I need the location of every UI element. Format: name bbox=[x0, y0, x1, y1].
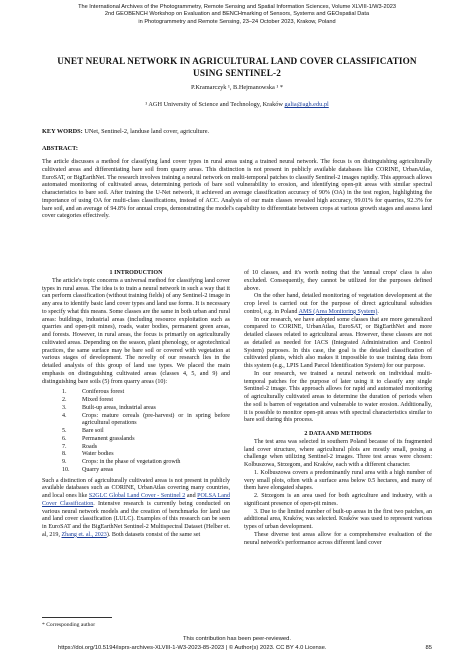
class-item: 4. Crops: mature cereals (pre-harvest) or in spring before agricultural operations bbox=[62, 412, 230, 427]
right-column bbox=[244, 270, 432, 547]
authors: P.Kramarczyk ¹, B.Hejmanowska ¹ * bbox=[190, 84, 284, 91]
header-line-1: The International Archives of the Photogrammetry, Remote Sensing and Spatial Information Sciences, Volume XLVIII-1/W3-2023 bbox=[78, 4, 396, 10]
abstract-text: The article discusses a method for classifying land cover types in rural areas using a trained neural network. The focus is on distinguishing agriculturally cultivated areas and differentiating bare soil from quarry areas. This distinction is not present in publicly available databases like CORINE, UrbanAtlas, EuroSAT, or BigEarthNet. The research involves training a neural network on multi-temporal patches to classify Sentinel-2 images rapidly. This approach allows automated monitoring of cultivated areas, determining periods of bare soil vulnerability to erosion, and identifying open-pit areas with similar spectral characteristics to bare soil. After training the U-Net network, it achieved an average classification accuracy of 90% (OA) in the test region, highlighting the importance of using OA for multi-class classifications, instead of ACC. Analysis of our main classes revealed high accuracy, 99.01% for quarries, 92.3% for bare soil, and an average of 94.8% for annual crops, demonstrating the model's capability to differentiate between crops at various growth stages and assess land cover categories effectively. bbox=[42, 159, 432, 220]
class-item: 1. Coniferous forest bbox=[62, 389, 125, 396]
keywords-label: KEY WORDS: bbox=[42, 128, 83, 135]
right-paragraph-1: of 10 classes, and it's worth noting that the 'annual crops' class is also excluded. Consequently, they cannot be utilized for the purposes defined above. bbox=[244, 270, 432, 292]
left-column bbox=[42, 270, 230, 540]
test-area-item: 2. Strzegom is an area used for both agriculture and industry, with a significant presence of open-pit mines. bbox=[244, 493, 432, 507]
data-paragraph-2: These diverse test areas allow for a comprehensive evaluation of the neural network's performance across different land cover bbox=[244, 531, 432, 546]
keywords bbox=[42, 128, 432, 135]
class-item: 2. Mixed forest bbox=[62, 397, 114, 403]
footnote-rule bbox=[42, 617, 112, 618]
test-area-list bbox=[244, 470, 432, 532]
data-paragraph-1: The test area was selected in southern Poland because of its fragmented land cover structure, where agricultural plots are mostly small, posing a challenge when utilizing Sentinel-2 images. Three test areas were chosen: Kolbuszowa, Strzegom, and Kraków, each with a different character. bbox=[244, 438, 432, 468]
abstract-heading: ABSTRACT: bbox=[42, 145, 78, 152]
class-list bbox=[42, 389, 230, 474]
section-2-title: 2 DATA AND METHODS bbox=[304, 431, 372, 437]
class-item: 10. Quarry areas bbox=[62, 466, 114, 473]
footnote: * Corresponding author bbox=[42, 622, 96, 628]
page-number: 85 bbox=[425, 645, 432, 651]
class-item: 7. Roads bbox=[62, 443, 98, 450]
zhang-citation-link[interactable]: Zhang et. al., 2023 bbox=[61, 531, 107, 538]
s2glc-link[interactable]: S2GLC Global Land Cover - Sentinel 2 bbox=[88, 493, 186, 499]
class-item: 8. Water bodies bbox=[62, 451, 114, 458]
ams-link[interactable]: AMS (Area Monitoring System) bbox=[298, 308, 378, 315]
test-area-item: 1. Kolbuszowa covers a predominantly rural area with a high number of very small plots, often with a surface area below 0.5 hectares, and many of them have elongated shapes. bbox=[244, 469, 432, 492]
class-item: 6. Permanent grasslands bbox=[62, 435, 135, 442]
keywords-text: UNet, Sentinel-2, landuse land cover, agriculture. bbox=[82, 128, 210, 135]
section-1-title: 1 INTRODUCTION bbox=[109, 270, 163, 276]
class-item: 3. Built-up areas, industrial areas bbox=[62, 404, 156, 411]
affiliation-text: ¹ AGH University of Science and Technology, Kraków bbox=[145, 101, 285, 108]
polsa-link[interactable]: POLSA Land Cover Classification bbox=[42, 493, 230, 507]
paper-title bbox=[40, 56, 434, 79]
right-paragraph-2: On the other hand, detailed monitoring of vegetation development at the crop level is carried out for the purpose of direct agricultural subsidies control, e.g. in Poland AMS (Area Monitoring System). bbox=[244, 293, 432, 315]
footer-peer-review: This contribution has been peer-reviewed. bbox=[183, 636, 291, 642]
title-line-2: USING SENTINEL-2 bbox=[193, 67, 281, 78]
right-paragraph-3: In our research, we have adopted some classes that are more generalized compared to CORINE, UrbanAtlas, EuroSAT, or BigEarthNet and more detailed classes related to agricultural areas. However, these classes are not as detailed as needed for IACS (Integrated Administration and Control System) purposes. In this case, the goal is the detailed classification of cultivated plants, which also makes it impossible to use training data from this system (e.g., LPIS Land Parcel Identification System) for our purpose. bbox=[244, 316, 432, 369]
running-header bbox=[30, 4, 444, 26]
class-item: 5. Bare soil bbox=[62, 428, 104, 434]
test-area-item: 3. Due to the limited number of built-up areas in the first two patches, an additional area, Kraków, was selected. Kraków was used to represent various types of urban development. bbox=[244, 508, 432, 530]
email-link[interactable]: galia@agh.edu.pl bbox=[284, 101, 329, 108]
right-paragraph-4: In our research, we trained a neural network on individual multi-temporal patches for the purpose of later using it to classify any single Sentinel-2 image. This approach allows for rapid and automated monitoring of agriculturally cultivated areas to determine the duration of periods when the soil is barren of vegetation and vulnerable to water erosion. Additionally, it is possible to monitor open-pit areas with spectral characteristics similar to bare soil during this process. bbox=[244, 370, 432, 424]
title-line-1: UNET NEURAL NETWORK IN AGRICULTURAL LAND COVER CLASSIFICATION bbox=[57, 56, 417, 66]
header-line-3: in Photogrammetry and Remote Sensing, 23–24 October 2023, Krakow, Poland bbox=[138, 18, 336, 25]
footer-doi[interactable]: https://doi.org/10.5194/isprs-archives-XLVIII-1-W3-2023-85-2023 | © Author(s) 2023. CC BY 4.0 License. bbox=[58, 645, 327, 651]
class-item: 9. Crops: in the phase of vegetation growth bbox=[62, 459, 181, 465]
affiliation bbox=[0, 101, 474, 108]
header-line-2: 2nd GEOBENCH Workshop on Evaluation and BENCHmarking of Sensors, Systems and GEOspatial Data bbox=[104, 11, 370, 18]
intro-paragraph-1: The article's topic concerns a universal method for classifying land cover types in rural areas. The idea is to train a neural network in such a way that it can perform classification (without training fields) of any Sentinel-2 image in any area to identify basic land cover types and land use forms. It is necessary to specify what this means. Some classes are the same in both urban and rural areas: buildings, industrial areas (including resource exploitation such as quarries and open-pit mines), roads, water bodies, permanent green areas, and forests. However, in rural areas, the focus is primarily on agriculturally cultivated areas. Depending on the season, plant phenology, or agrotechnical practices, the same surface may be bare soil or covered with vegetation at various stages of development. The novelty of our research lies in the detailed analysis of this group of land use types. We placed the main emphasis on distinguishing cultivated areas (classes 4, 5, and 9) and distinguishing bare soils (5) from quarry areas (10): bbox=[42, 277, 230, 385]
intro-paragraph-2: Such a distinction of agriculturally cultivated areas is not present in publicly available databases such as CORINE, UrbanAtlas covering many countries, and local ones like S2GLC Global Land Cover - Sentinel 2 and POLSA Land Cover Classification. Intensive research is currently being conducted on various neural network models and the creation of benchmarks for land use and land cover classification (LULC). Examples of this research can be seen in EuroSAT and the BigEarthNet Sentinel-2 Multispectral Dataset (Helber et. al, 219, Zhang et. al., 2023). Both datasets consist of the same set bbox=[42, 477, 230, 538]
